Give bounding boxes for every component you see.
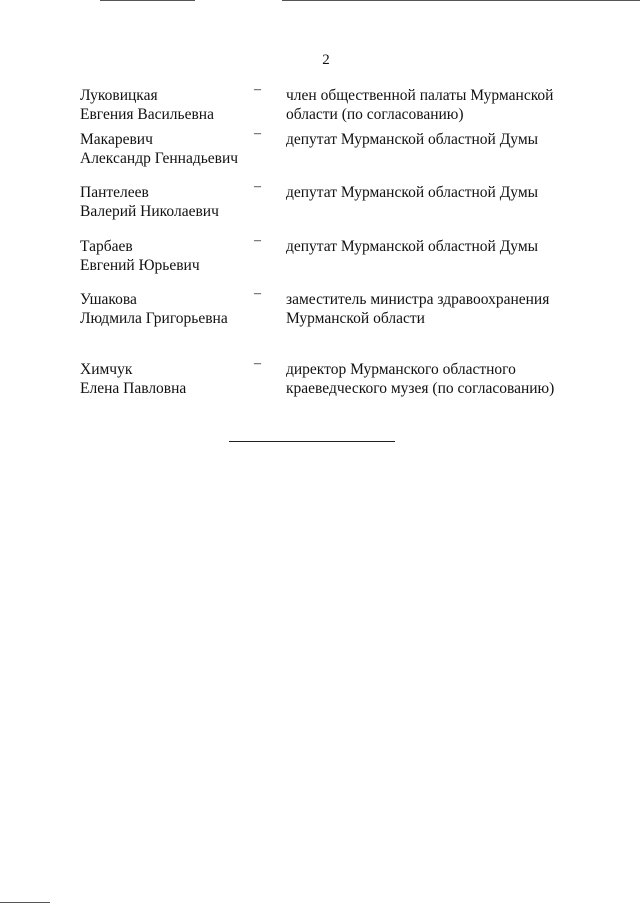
member-given-names: Людмила Григорьевна (80, 309, 228, 327)
end-of-list-rule (229, 441, 395, 442)
member-position (286, 184, 576, 203)
member-name (80, 238, 255, 275)
position-line-1: директор Мурманского областного (286, 361, 516, 378)
member-position (286, 238, 576, 257)
member-surname: Луковицкая (80, 87, 158, 104)
member-surname: Химчук (80, 361, 133, 378)
member-given-names: Елена Павловна (80, 379, 187, 397)
member-name (80, 184, 255, 221)
member-position (286, 361, 576, 398)
member-position (286, 87, 576, 124)
page-number: 2 (322, 52, 330, 68)
separator-dash: – (254, 126, 261, 141)
separator-dash: – (254, 356, 261, 371)
position-line-1: депутат Мурманской областной Думы (286, 184, 539, 201)
separator-dash: – (254, 179, 261, 194)
position-line-2: области (по согласованию) (286, 105, 464, 123)
member-given-names: Валерий Николаевич (80, 202, 219, 220)
position-line-2: Мурманской области (286, 309, 425, 327)
member-surname: Ушакова (80, 291, 137, 308)
member-given-names: Евгения Васильевна (80, 105, 214, 123)
separator-dash: – (254, 286, 261, 301)
member-surname: Тарбаев (80, 238, 133, 255)
member-name (80, 361, 255, 398)
member-given-names: Александр Геннадьевич (80, 149, 239, 167)
member-surname: Пантелеев (80, 184, 149, 201)
member-position (286, 131, 576, 150)
position-line-1: член общественной палаты Мурманской (286, 87, 554, 104)
member-name (80, 87, 255, 124)
position-line-1: депутат Мурманской областной Думы (286, 131, 539, 148)
separator-dash: – (254, 233, 261, 248)
scan-artifact-top-right (282, 0, 640, 1)
scan-artifact-bottom (0, 902, 50, 903)
scan-artifact-top-left (100, 0, 195, 1)
separator-dash: – (254, 82, 261, 97)
position-line-1: депутат Мурманской областной Думы (286, 238, 539, 255)
member-name (80, 291, 255, 328)
member-surname: Макаревич (80, 131, 153, 148)
position-line-1: заместитель министра здравоохранения (286, 291, 550, 308)
member-name (80, 131, 255, 168)
position-line-2: краеведческого музея (по согласованию) (286, 379, 555, 397)
member-position (286, 291, 576, 328)
member-given-names: Евгений Юрьевич (80, 256, 200, 274)
